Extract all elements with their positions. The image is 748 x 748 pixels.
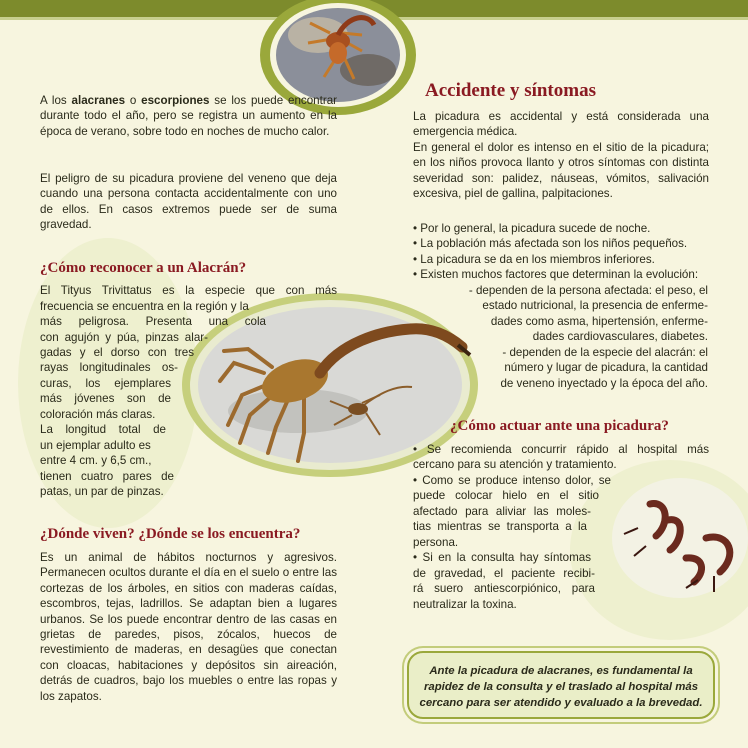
reconocer-line: coloración más claras. [40, 408, 156, 421]
reconocer-line: curas, los ejemplares [40, 377, 171, 390]
accidente-bullet: • Existen muchos factores que determinan la evolución: [413, 268, 699, 281]
intro-paragraph-2: El peligro de su picadura proviene del veneno que deja cuando una persona contacta accidentalmente con uno de ellos. En casos extremos puede ser de suma gravedad. [40, 172, 337, 232]
term-escorpiones: escorpiones [141, 94, 210, 107]
donde-paragraph: Es un animal de hábitos nocturnos y agresivos. Permanecen ocultos durante el día en el suelo o entre las cortezas de los árboles, en sitios con maderas caídas, escombros, tejas, ladrillos. Se adaptan bien a lugares urbanos. Se los puede encontrar dentro de las casas en grietas de paredes, pisos, zócalos, huecos de revestimiento de maderas, en desagües que conectan con cloacas, habitaciones y depósitos sin aireación, detrás de cuadros, bajo los muebles o entre las ropas y los zapatos. [40, 551, 337, 703]
reconocer-line: más jóvenes son de [40, 392, 171, 405]
actuar-line: • Como se produce intenso dolor, se [413, 474, 611, 487]
accidente-bullet: • La picadura se da en los miembros inferiores. [413, 253, 655, 266]
reconocer-line: rayas longitudinales os- [40, 361, 178, 374]
accidente-sub-line: - dependen de la especie del alacrán: el [502, 346, 708, 359]
accidente-bullet: • La población más afectada son los niños pequeños. [413, 237, 688, 250]
section-title-actuar: ¿Cómo actuar ante una picadura? [450, 418, 669, 434]
intro-paragraph-1: A los alacranes o escorpiones se los puede encontrar durante todo el año, pero se registra un aumento en la época de verano, sobre todo en noches de mucho calor. [40, 94, 337, 138]
accidente-sub-line: de veneno inyectado y la época del año. [500, 377, 708, 390]
important-note-text: Ante la picadura de alacranes, es fundamental la rapidez de la consulta y el traslado al hospital más cercano para ser atendido y evaluado a la brevedad. [419, 665, 703, 709]
accidente-sub-line: número y lugar de picadura, la cantidad [504, 361, 708, 374]
section-title-donde: ¿Dónde viven? ¿Dónde se los encuentra? [40, 526, 301, 542]
reconocer-line: patas, un par de pinzas. [40, 485, 164, 498]
actuar-line: • Si en la consulta hay síntomas [413, 551, 591, 564]
actuar-line: persona. [413, 536, 459, 549]
accidente-sub-line: - dependen de la persona afectada: el peso, el [468, 284, 708, 297]
actuar-line: tias mientras se transporta a la [413, 520, 587, 533]
accidente-bullet: • Por lo general, la picadura sucede de noche. [413, 222, 651, 235]
accidente-paragraph-2: En general el dolor es intenso en el sitio de la picadura; en los niños provoca llanto y otros síntomas con distinta severidad son: palidez, náuseas, vómitos, salivación excesiva, piel de gallina, palpitaciones. [413, 141, 709, 201]
actuar-line: rá suero antiescorpiónico, para [413, 582, 595, 595]
reconocer-line: tienen cuatro pares de [40, 470, 174, 483]
actuar-line: cercano para su atención y tratamiento. [413, 458, 617, 471]
accidente-sub-line: estado nutricional, la presencia de enferme- [482, 299, 708, 312]
reconocer-line: con agujón y púa, pinzas alar- [40, 331, 208, 344]
actuar-line: afectado para aliviar las moles- [413, 505, 591, 518]
scorpion-photo-bottom-right [610, 476, 748, 600]
reconocer-line: El Tityus Trivittatus es la especie que con más [40, 284, 337, 297]
actuar-line: puede colocar hielo en el sitio [413, 489, 599, 502]
accidente-paragraph-1: La picadura es accidental y está considerada una emergencia médica. [413, 110, 709, 139]
actuar-line: de gravedad, el paciente recibi- [413, 567, 595, 580]
reconocer-line: frecuencia se encuentra en la región y la [40, 300, 249, 313]
actuar-line: • Se recomienda concurrir rápido al hospital más [413, 443, 709, 456]
term-alacranes: alacranes [71, 94, 126, 107]
reconocer-line: entre 4 cm. y 6,5 cm., [40, 454, 152, 467]
reconocer-line: un ejemplar adulto es [40, 439, 151, 452]
important-note-box [407, 651, 715, 719]
accidente-sub-line: dades cardiovasculares, diabetes. [532, 330, 708, 343]
reconocer-line: gadas y el dorso con tres [40, 346, 194, 359]
accidente-sub-line: dades como asma, hipertensión, enferme- [490, 315, 708, 328]
actuar-line: neutralizar la toxina. [413, 598, 517, 611]
section-title-reconocer: ¿Cómo reconocer a un Alacrán? [40, 260, 247, 276]
reconocer-line: más peligrosa. Presenta una cola [40, 315, 266, 328]
reconocer-line: La longitud total de [40, 423, 166, 436]
section-title-accidente: Accidente y síntomas [425, 80, 596, 101]
